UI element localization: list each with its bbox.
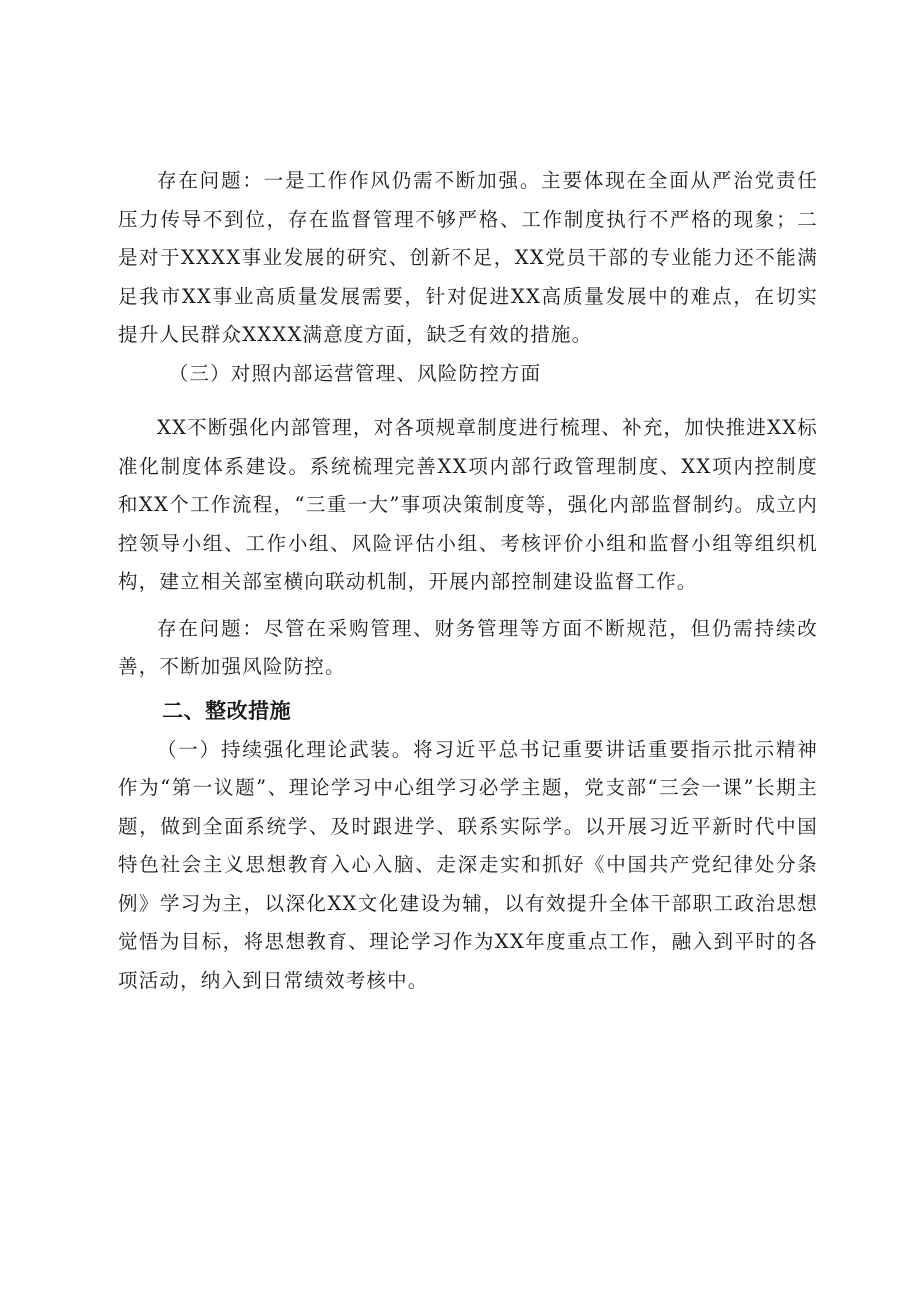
subheading-internal-management: （三）对照内部运营管理、风险防控方面 [168, 361, 542, 385]
paragraph-theory-study: （一）持续强化理论武装。将习近平总书记重要讲话重要指示批示精神作为“第一议题”、理论学习中心组学习必学主题，党支部“三会一课”长期主题，做到全面系统学、及时跟进学、联系实际学。以开展习近平新时代中国特色社会主义思想教育入心入脑、走深走实和抓好《中国共产党纪律处分条例》学习为主，以深化XX文化建设为辅，以有效提升全体干部职工政治思想觉悟为目标，将思想教育、理论学习作为XX年度重点工作，融入到平时的各项活动，纳入到日常绩效考核中。 [118, 737, 818, 992]
document-body [118, 162, 818, 1000]
section-heading-rectification: 二、整改措施 [162, 698, 292, 723]
paragraph-internal-management: XX不断强化内部管理，对各项规章制度进行梳理、补充，加快推进XX标准化制度体系建设。系统梳理完善XX项内部行政管理制度、XX项内控制度和XX个工作流程，“三重一大”事项决策制度等，强化内部监督制约。成立内控领导小组、工作小组、风险评估小组、考核评价小组和监督小组等组织机构，建立相关部室横向联动机制，开展内部控制建设监督工作。 [118, 416, 818, 593]
problem-paragraph-work-style: 存在问题：一是工作作风仍需不断加强。主要体现在全面从严治党责任压力传导不到位，存在监督管理不够严格、工作制度执行不严格的现象；二是对于XXXX事业发展的研究、创新不足，XX党员干部的专业能力还不能满足我市XX事业高质量发展需要，针对促进XX高质量发展中的难点，在切实提升人民群众XXXX满意度方面，缺乏有效的措施。 [118, 169, 818, 346]
problem-paragraph-risk-control: 存在问题：尽管在采购管理、财务管理等方面不断规范，但仍需持续改善，不断加强风险防控。 [118, 616, 818, 678]
